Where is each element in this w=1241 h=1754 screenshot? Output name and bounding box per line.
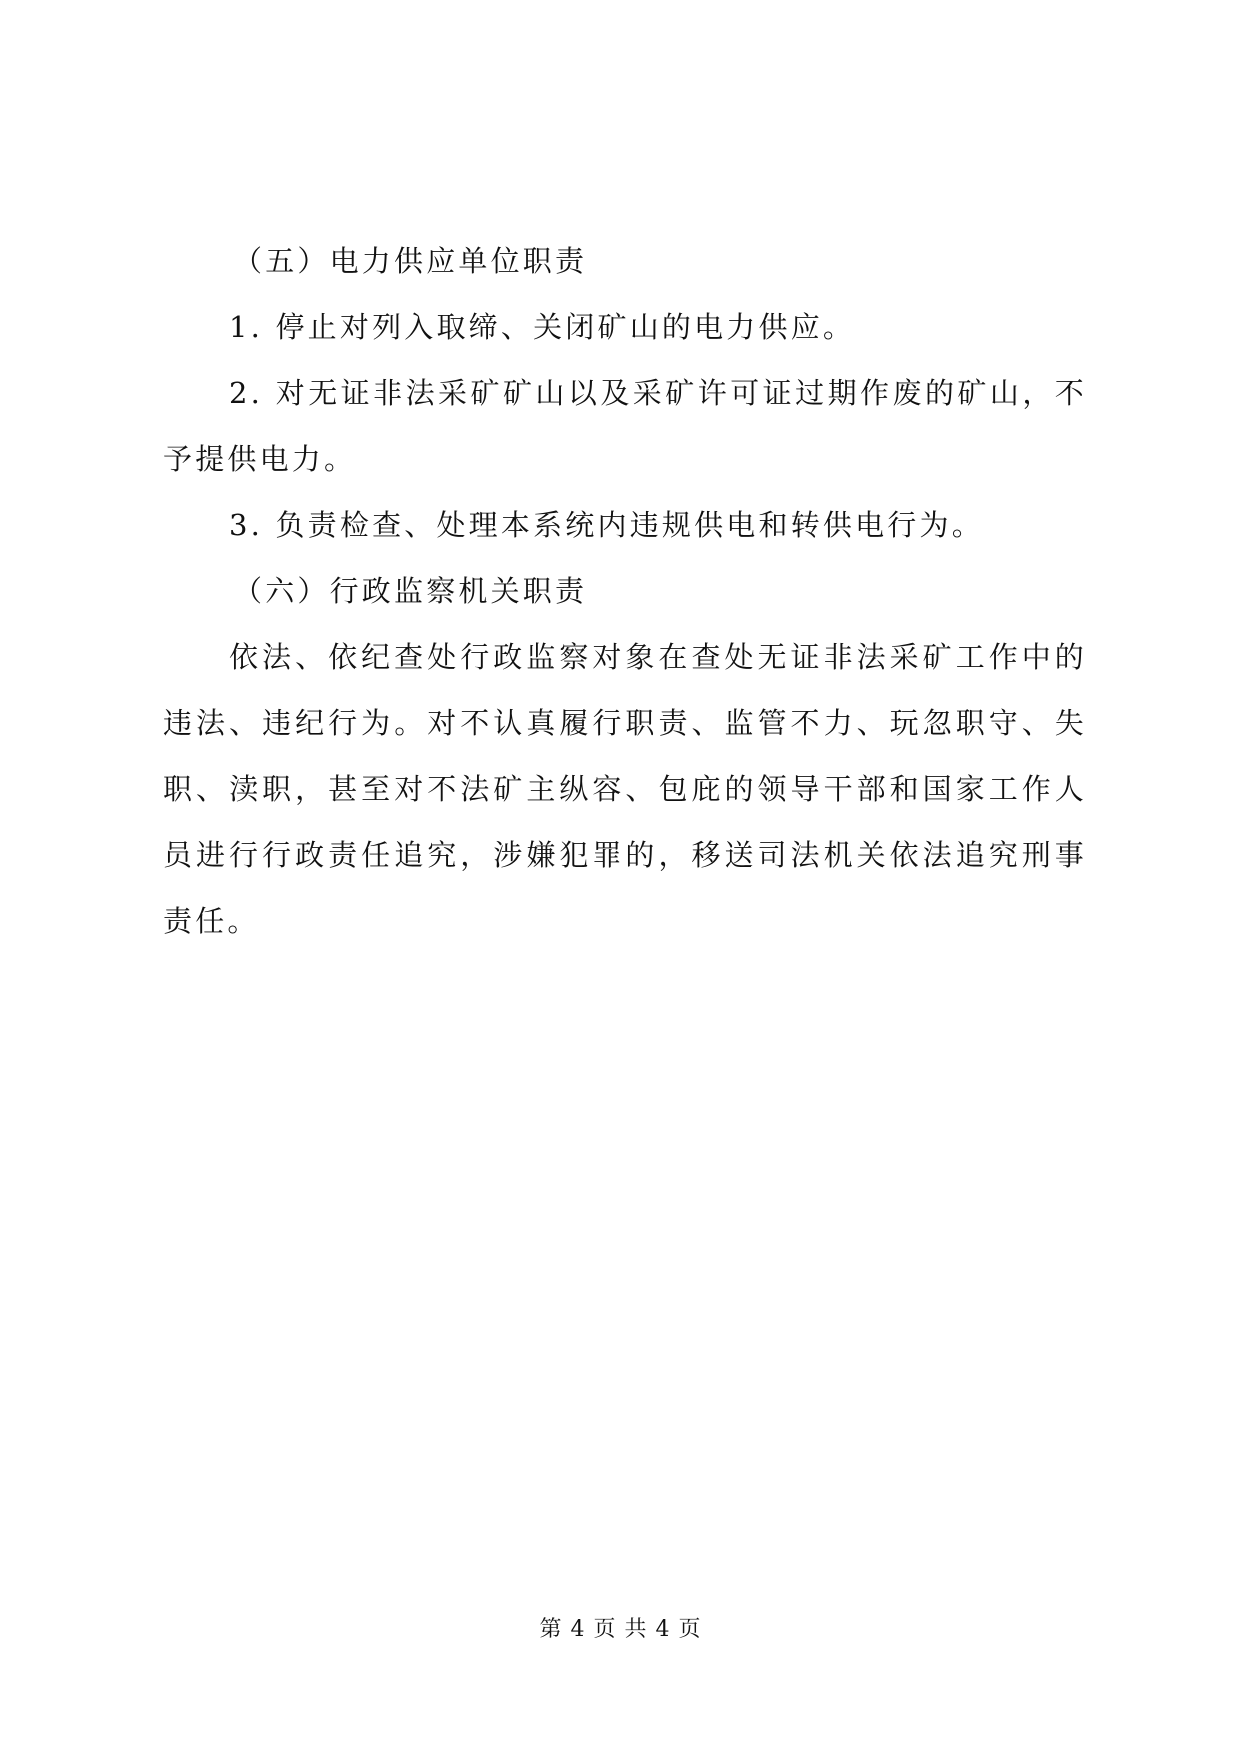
section-heading-supervision: （六）行政监察机关职责 xyxy=(233,574,588,608)
page-footer: 第 4 页 共 4 页 xyxy=(539,1617,702,1642)
document-body xyxy=(163,228,1087,954)
list-item-3: 3. 负责检查、处理本系统内违规供电和转供电行为。 xyxy=(229,508,984,542)
section-heading-power-supply: （五）电力供应单位职责 xyxy=(233,244,588,278)
list-item-1: 1. 停止对列入取缔、关闭矿山的电力供应。 xyxy=(229,310,856,344)
body-paragraph: 依法、依纪查处行政监察对象在查处无证非法采矿工作中的违法、违纪行为。对不认真履行职责、监管不力、玩忽职守、失职、渎职，甚至对不法矿主纵容、包庇的领导干部和国家工作人员进行行政责任追究，涉嫌犯罪的，移送司法机关依法追究刑事责任。 xyxy=(163,640,1087,938)
list-item-2: 2. 对无证非法采矿矿山以及采矿许可证过期作废的矿山，不予提供电力。 xyxy=(163,376,1087,476)
